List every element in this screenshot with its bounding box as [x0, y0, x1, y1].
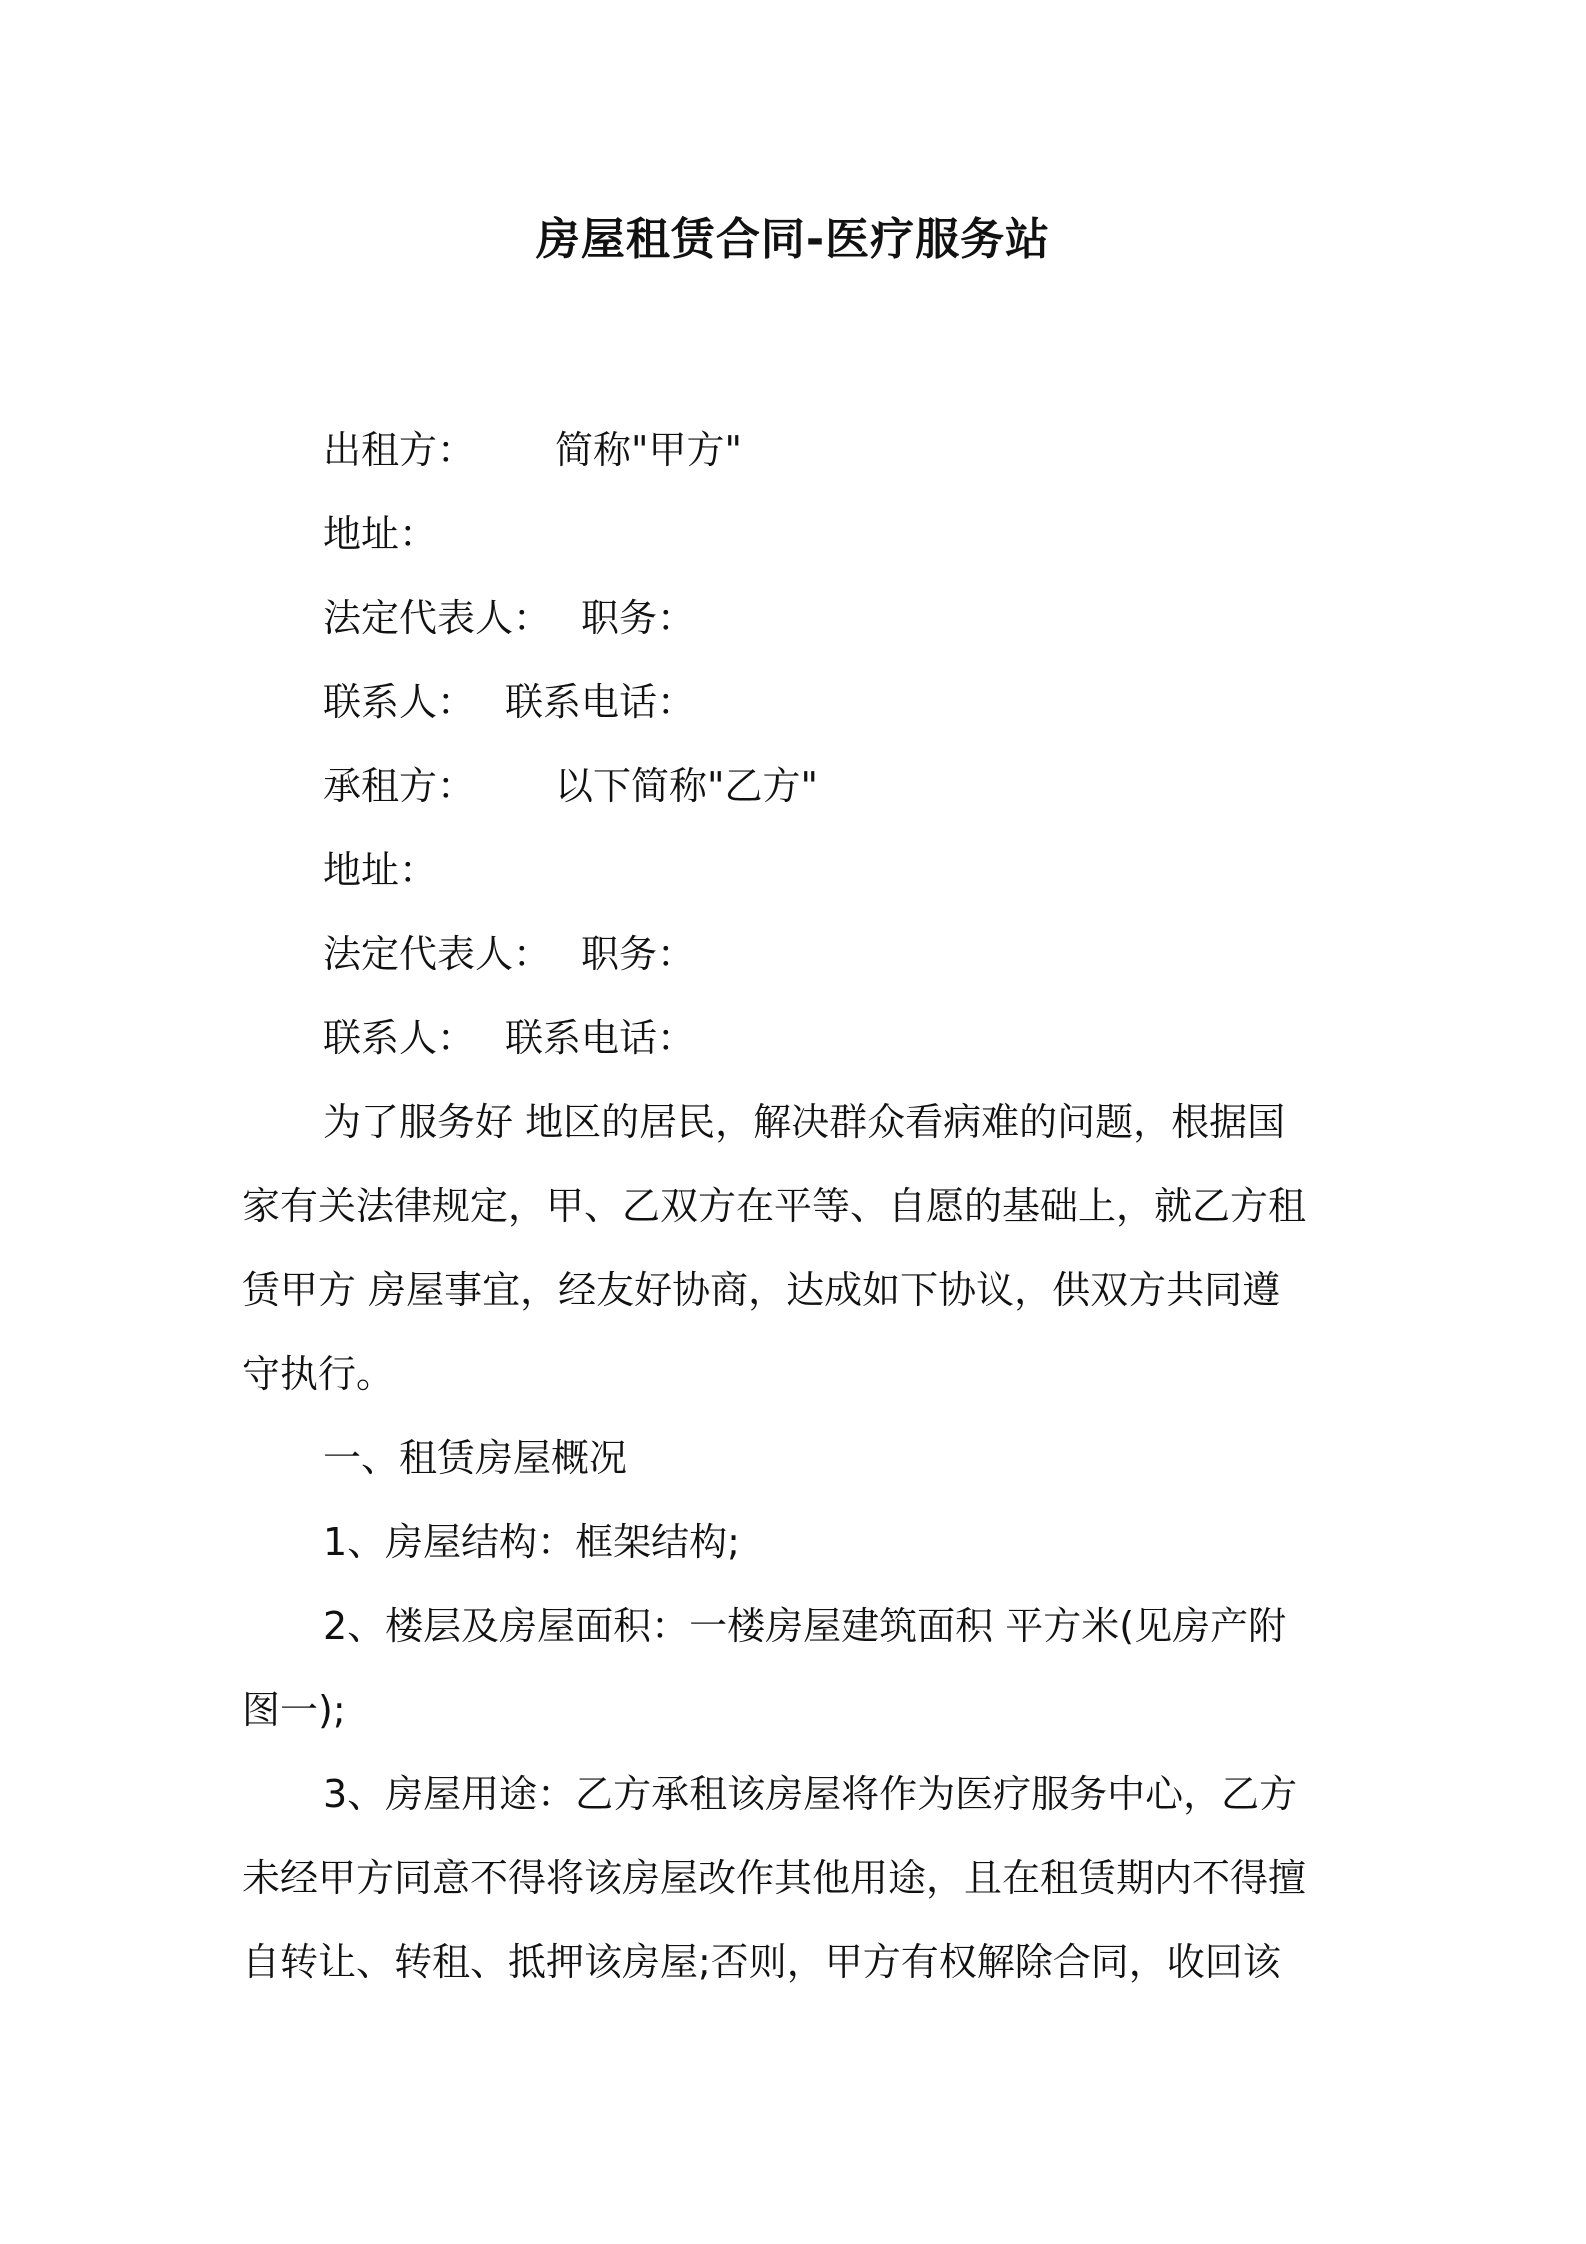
party-a-position: 职务：	[581, 596, 696, 640]
party-b-phone: 联系电话：	[505, 1016, 696, 1060]
section-heading: 一、租赁房屋概况	[323, 1436, 628, 1480]
party-a-label: 出租方：	[323, 428, 476, 472]
party-b-contact: 联系人：	[323, 1016, 476, 1060]
party-a-contact-line	[242, 660, 1354, 744]
section-item-2-line: 2、楼层及房屋面积：一楼房屋建筑面积 平方米(见房产附	[323, 1604, 1287, 1648]
party-b-contact-line	[242, 996, 1354, 1080]
party-b-position: 职务：	[581, 932, 696, 976]
party-b-alias: 以下简称"乙方"	[555, 764, 818, 808]
section-item-1: 1、房屋结构：框架结构;	[323, 1520, 740, 1564]
party-b-label: 承租方：	[323, 764, 476, 808]
party-a-alias: 简称"甲方"	[555, 428, 742, 472]
intro-line: 为了服务好 地区的居民，解决群众看病难的问题，根据国	[323, 1100, 1286, 1144]
section-item-3-line: 3、房屋用途：乙方承租该房屋将作为医疗服务中心，乙方	[323, 1772, 1298, 1816]
party-a-phone: 联系电话：	[505, 680, 696, 724]
party-a-address: 地址：	[323, 512, 438, 556]
section-item-3-line: 未经甲方同意不得将该房屋改作其他用途，且在租赁期内不得擅	[242, 1856, 1307, 1900]
party-a-contact: 联系人：	[323, 680, 476, 724]
party-b-address: 地址：	[323, 848, 438, 892]
section-item-3-line: 自转让、转租、抵押该房屋;否则，甲方有权解除合同，收回该	[242, 1940, 1281, 1984]
intro-line: 赁甲方 房屋事宜，经友好协商，达成如下协议，供双方共同遵	[242, 1268, 1281, 1312]
document-body	[242, 408, 1354, 2004]
party-b-legal-rep-line	[242, 912, 1354, 996]
intro-line: 家有关法律规定，甲、乙双方在平等、自愿的基础上，就乙方租	[242, 1184, 1307, 1228]
party-b-legal-rep: 法定代表人：	[323, 932, 552, 976]
party-a-line	[242, 408, 1354, 492]
document-title: 房屋租赁合同-医疗服务站	[535, 214, 1051, 265]
party-a-legal-rep-line	[242, 576, 1354, 660]
party-b-line	[242, 744, 1354, 828]
party-a-legal-rep: 法定代表人：	[323, 596, 552, 640]
section-item-2-line: 图一);	[242, 1688, 346, 1732]
intro-line: 守执行。	[242, 1352, 395, 1396]
